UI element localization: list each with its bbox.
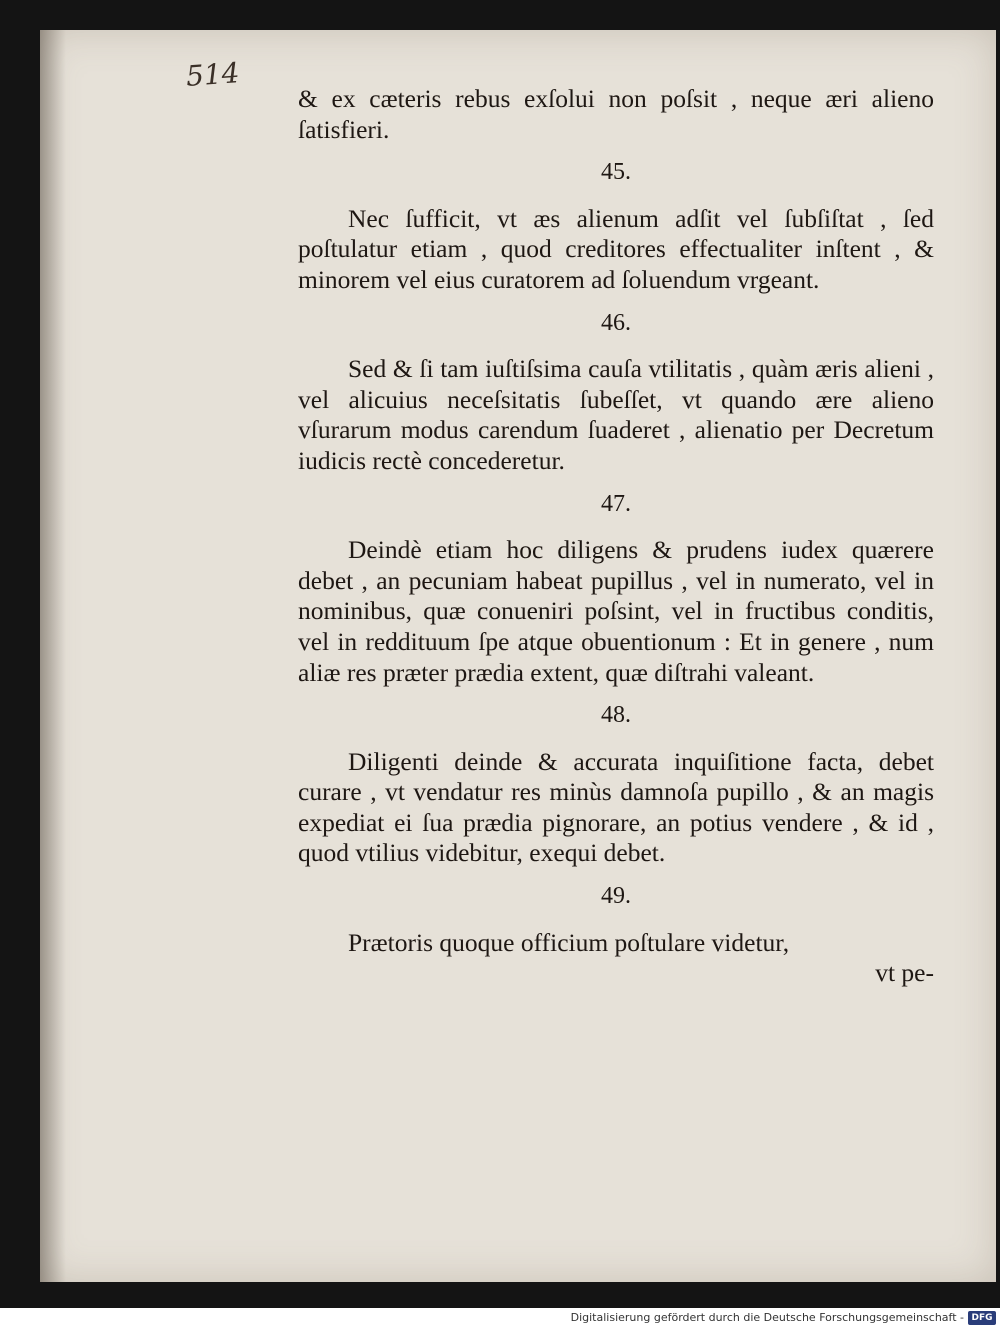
funding-credit: Digitalisierung gefördert durch die Deutsche Forschungsgemeinschaft - <box>570 1311 964 1324</box>
spine-shadow <box>40 30 66 1282</box>
paragraph: Sed & ſi tam iuſtiſsima cauſa vtilitatis , quàm æris alieni , vel alicuius neceſsitatis ſubeſſet, vt quando ære alieno vſurarum modus carendum ſuaderet , alienatio per Decretum iudicis rectè concederetur. <box>298 354 934 475</box>
section-number: 46. <box>601 309 631 336</box>
paragraph: Prætoris quoque officium poſtulare videtur, <box>348 927 790 957</box>
section-number: 48. <box>601 702 631 729</box>
paragraph: Diligenti deinde & accurata inquiſitione facta, debet curare , vt vendatur res minùs damnoſa pupillo , & an magis expediat ei ſua prædia pignorare, an potius vendere , & id , quod vtilius videbitur, exequi debet. <box>298 746 934 868</box>
dfg-logo-icon: DFG <box>968 1311 996 1325</box>
page-text-body <box>298 84 934 989</box>
handwritten-folio-number: 514 <box>184 56 241 93</box>
digitization-footer <box>0 1308 1000 1329</box>
paragraph: Nec ſufficit, vt æs alienum adſit vel ſubſiſtat , ſed poſtulatur etiam , quod creditores effectualiter inſtent , & minorem vel eius curatorem ad ſoluendum vrgeant. <box>298 203 934 294</box>
paragraph: & ex cæteris rebus exſolui non poſsit , neque æri alieno ſatisfieri. <box>298 84 934 144</box>
book-page <box>40 30 996 1282</box>
section-number: 45. <box>601 159 631 186</box>
catchword: vt pe- <box>875 958 934 988</box>
section-number: 47. <box>601 490 631 517</box>
section-number: 49. <box>601 883 631 910</box>
paragraph: Deindè etiam hoc diligens & prudens iudex quærere debet , an pecuniam habeat pupillus , vel in numerato, vel in nominibus, quæ conueniri poſsint, vel in fructibus conditis, vel in reddituum ſpe atque obuentionum : Et in genere , num aliæ res præter prædia extent, quæ diſtrahi valeant. <box>298 535 934 687</box>
